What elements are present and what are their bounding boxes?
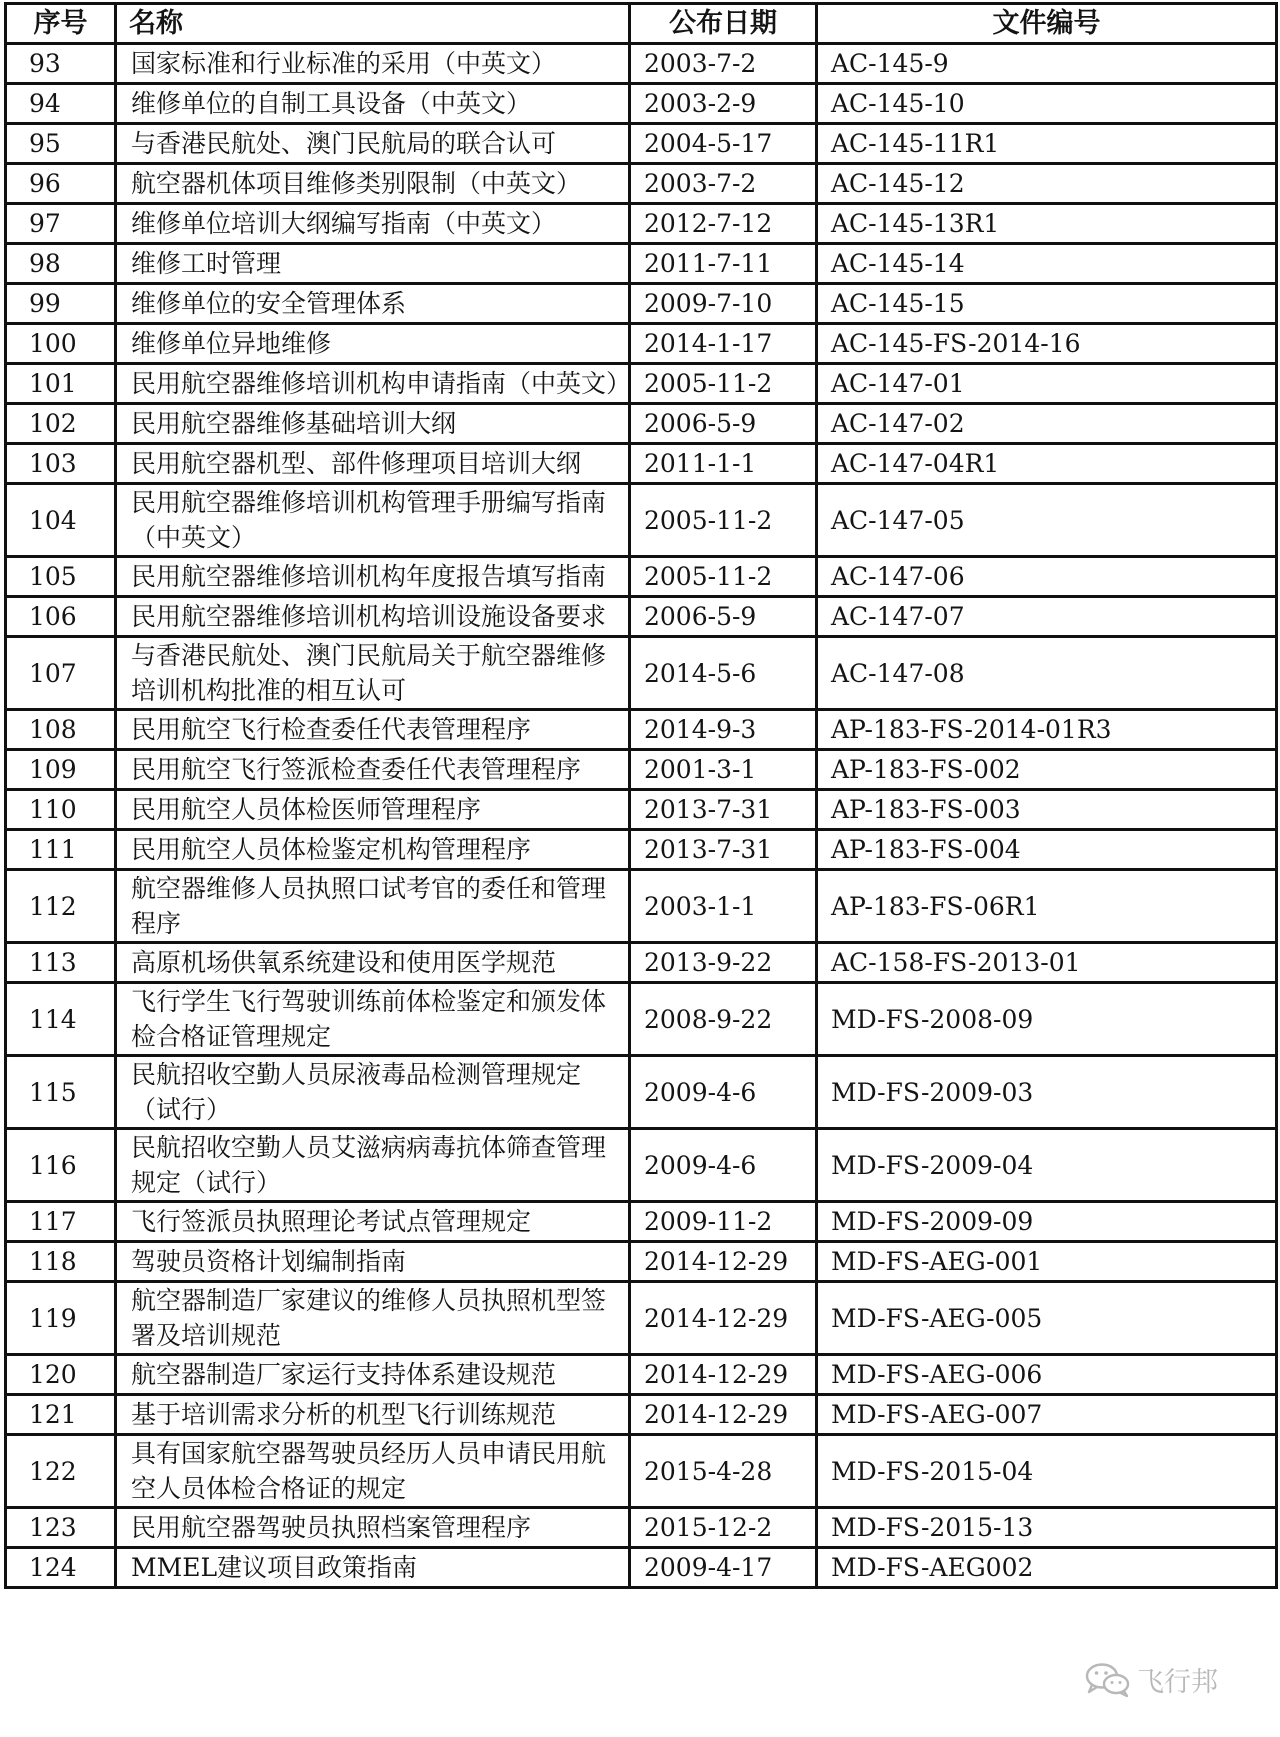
row-document-number: MD-FS-2009-09 bbox=[817, 1202, 1277, 1242]
row-document-name: 维修单位培训大纲编写指南（中英文） bbox=[116, 204, 630, 244]
row-serial-number: 96 bbox=[6, 164, 116, 204]
table-row bbox=[6, 204, 1277, 244]
table-row bbox=[6, 1548, 1277, 1588]
table-row bbox=[6, 1435, 1277, 1508]
row-document-name: 飞行签派员执照理论考试点管理规定 bbox=[116, 1202, 630, 1242]
row-serial-number: 106 bbox=[6, 597, 116, 637]
row-serial-number: 93 bbox=[6, 44, 116, 84]
row-document-name: 基于培训需求分析的机型飞行训练规范 bbox=[116, 1395, 630, 1435]
row-document-number: MD-FS-AEG-001 bbox=[817, 1242, 1277, 1282]
row-serial-number: 121 bbox=[6, 1395, 116, 1435]
row-document-name: 民用航空器维修培训机构年度报告填写指南 bbox=[116, 557, 630, 597]
table-row bbox=[6, 84, 1277, 124]
row-serial-number: 111 bbox=[6, 830, 116, 870]
row-serial-number: 112 bbox=[6, 870, 116, 943]
row-publish-date: 2015-12-2 bbox=[630, 1508, 817, 1548]
table-row bbox=[6, 244, 1277, 284]
row-serial-number: 97 bbox=[6, 204, 116, 244]
row-document-number: MD-FS-2015-13 bbox=[817, 1508, 1277, 1548]
row-publish-date: 2014-12-29 bbox=[630, 1395, 817, 1435]
row-document-name: 民用航空人员体检医师管理程序 bbox=[116, 790, 630, 830]
row-document-number: AC-145-12 bbox=[817, 164, 1277, 204]
row-serial-number: 104 bbox=[6, 484, 116, 557]
row-document-name: 民用航空器维修培训机构管理手册编写指南（中英文） bbox=[116, 484, 630, 557]
row-publish-date: 2013-7-31 bbox=[630, 830, 817, 870]
row-document-name: 高原机场供氧系统建设和使用医学规范 bbox=[116, 943, 630, 983]
row-document-number: AC-147-05 bbox=[817, 484, 1277, 557]
table-row bbox=[6, 870, 1277, 943]
row-serial-number: 103 bbox=[6, 444, 116, 484]
wechat-icon bbox=[1085, 1662, 1131, 1698]
row-serial-number: 99 bbox=[6, 284, 116, 324]
row-document-number: MD-FS-2009-04 bbox=[817, 1129, 1277, 1202]
table-row bbox=[6, 750, 1277, 790]
row-publish-date: 2011-1-1 bbox=[630, 444, 817, 484]
row-document-number: AC-145-FS-2014-16 bbox=[817, 324, 1277, 364]
row-publish-date: 2003-2-9 bbox=[630, 84, 817, 124]
row-serial-number: 115 bbox=[6, 1056, 116, 1129]
table-row bbox=[6, 790, 1277, 830]
row-publish-date: 2004-5-17 bbox=[630, 124, 817, 164]
table-row bbox=[6, 164, 1277, 204]
header-name: 名称 bbox=[116, 4, 630, 44]
table-row bbox=[6, 124, 1277, 164]
header-serial-number: 序号 bbox=[6, 4, 116, 44]
row-serial-number: 105 bbox=[6, 557, 116, 597]
table-row bbox=[6, 364, 1277, 404]
regulation-table bbox=[4, 2, 1278, 1589]
row-document-name: 国家标准和行业标准的采用（中英文） bbox=[116, 44, 630, 84]
row-document-number: MD-FS-2009-03 bbox=[817, 1056, 1277, 1129]
table-row bbox=[6, 484, 1277, 557]
row-document-number: AC-145-9 bbox=[817, 44, 1277, 84]
table-row bbox=[6, 710, 1277, 750]
row-document-number: MD-FS-AEG002 bbox=[817, 1548, 1277, 1588]
table-header-row bbox=[6, 4, 1277, 44]
row-publish-date: 2014-12-29 bbox=[630, 1242, 817, 1282]
row-document-number: AC-158-FS-2013-01 bbox=[817, 943, 1277, 983]
watermark bbox=[1085, 1660, 1218, 1699]
table-row bbox=[6, 284, 1277, 324]
table-row bbox=[6, 830, 1277, 870]
row-document-number: AP-183-FS-003 bbox=[817, 790, 1277, 830]
table-row bbox=[6, 597, 1277, 637]
row-publish-date: 2005-11-2 bbox=[630, 364, 817, 404]
table-row bbox=[6, 637, 1277, 710]
row-document-name: 民用航空器驾驶员执照档案管理程序 bbox=[116, 1508, 630, 1548]
row-document-number: MD-FS-AEG-007 bbox=[817, 1395, 1277, 1435]
row-serial-number: 102 bbox=[6, 404, 116, 444]
row-publish-date: 2014-12-29 bbox=[630, 1355, 817, 1395]
row-serial-number: 100 bbox=[6, 324, 116, 364]
row-document-number: MD-FS-AEG-005 bbox=[817, 1282, 1277, 1355]
table-row bbox=[6, 1282, 1277, 1355]
row-serial-number: 109 bbox=[6, 750, 116, 790]
row-document-name: 驾驶员资格计划编制指南 bbox=[116, 1242, 630, 1282]
row-document-name: 维修单位的安全管理体系 bbox=[116, 284, 630, 324]
row-publish-date: 2008-9-22 bbox=[630, 983, 817, 1056]
row-serial-number: 98 bbox=[6, 244, 116, 284]
row-publish-date: 2012-7-12 bbox=[630, 204, 817, 244]
table-row bbox=[6, 1395, 1277, 1435]
row-publish-date: 2014-9-3 bbox=[630, 710, 817, 750]
row-serial-number: 108 bbox=[6, 710, 116, 750]
table-row bbox=[6, 1202, 1277, 1242]
table-row bbox=[6, 1508, 1277, 1548]
row-publish-date: 2003-7-2 bbox=[630, 44, 817, 84]
row-document-number: AP-183-FS-06R1 bbox=[817, 870, 1277, 943]
row-publish-date: 2009-11-2 bbox=[630, 1202, 817, 1242]
row-serial-number: 107 bbox=[6, 637, 116, 710]
row-publish-date: 2009-4-6 bbox=[630, 1056, 817, 1129]
row-document-name: 民用航空器维修培训机构培训设施设备要求 bbox=[116, 597, 630, 637]
row-document-number: AP-183-FS-2014-01R3 bbox=[817, 710, 1277, 750]
row-document-name: 民用航空器机型、部件修理项目培训大纲 bbox=[116, 444, 630, 484]
row-publish-date: 2003-1-1 bbox=[630, 870, 817, 943]
row-publish-date: 2005-11-2 bbox=[630, 557, 817, 597]
row-document-name: 维修单位异地维修 bbox=[116, 324, 630, 364]
row-publish-date: 2013-7-31 bbox=[630, 790, 817, 830]
row-serial-number: 95 bbox=[6, 124, 116, 164]
row-serial-number: 94 bbox=[6, 84, 116, 124]
row-publish-date: 2014-12-29 bbox=[630, 1282, 817, 1355]
row-serial-number: 118 bbox=[6, 1242, 116, 1282]
row-document-name: 维修单位的自制工具设备（中英文） bbox=[116, 84, 630, 124]
table-row bbox=[6, 1056, 1277, 1129]
row-document-name: 民用航空飞行检查委任代表管理程序 bbox=[116, 710, 630, 750]
header-document-number: 文件编号 bbox=[817, 4, 1277, 44]
row-publish-date: 2014-1-17 bbox=[630, 324, 817, 364]
row-publish-date: 2001-3-1 bbox=[630, 750, 817, 790]
row-document-number: AP-183-FS-002 bbox=[817, 750, 1277, 790]
row-publish-date: 2009-7-10 bbox=[630, 284, 817, 324]
row-serial-number: 119 bbox=[6, 1282, 116, 1355]
row-publish-date: 2006-5-9 bbox=[630, 597, 817, 637]
row-publish-date: 2006-5-9 bbox=[630, 404, 817, 444]
row-publish-date: 2009-4-6 bbox=[630, 1129, 817, 1202]
row-document-number: AC-145-14 bbox=[817, 244, 1277, 284]
table-row bbox=[6, 943, 1277, 983]
row-publish-date: 2003-7-2 bbox=[630, 164, 817, 204]
row-serial-number: 117 bbox=[6, 1202, 116, 1242]
row-document-name: 具有国家航空器驾驶员经历人员申请民用航空人员体检合格证的规定 bbox=[116, 1435, 630, 1508]
row-document-name: 民航招收空勤人员艾滋病病毒抗体筛查管理规定（试行） bbox=[116, 1129, 630, 1202]
row-document-number: AC-147-08 bbox=[817, 637, 1277, 710]
row-document-name: 航空器制造厂家建议的维修人员执照机型签署及培训规范 bbox=[116, 1282, 630, 1355]
row-document-number: MD-FS-2015-04 bbox=[817, 1435, 1277, 1508]
row-document-number: AC-145-10 bbox=[817, 84, 1277, 124]
table-row bbox=[6, 1242, 1277, 1282]
row-serial-number: 114 bbox=[6, 983, 116, 1056]
row-document-number: AP-183-FS-004 bbox=[817, 830, 1277, 870]
table-row bbox=[6, 1129, 1277, 1202]
table-body bbox=[6, 44, 1277, 1588]
row-serial-number: 122 bbox=[6, 1435, 116, 1508]
row-document-number: AC-147-07 bbox=[817, 597, 1277, 637]
row-document-number: AC-147-04R1 bbox=[817, 444, 1277, 484]
row-document-name: 与香港民航处、澳门民航局关于航空器维修培训机构批准的相互认可 bbox=[116, 637, 630, 710]
row-document-name: 维修工时管理 bbox=[116, 244, 630, 284]
row-document-name: 民用航空器维修培训机构申请指南（中英文） bbox=[116, 364, 630, 404]
table-row bbox=[6, 1355, 1277, 1395]
row-document-name: 飞行学生飞行驾驶训练前体检鉴定和颁发体检合格证管理规定 bbox=[116, 983, 630, 1056]
row-serial-number: 116 bbox=[6, 1129, 116, 1202]
row-document-name: 民用航空飞行签派检查委任代表管理程序 bbox=[116, 750, 630, 790]
row-serial-number: 110 bbox=[6, 790, 116, 830]
row-document-name: 民用航空人员体检鉴定机构管理程序 bbox=[116, 830, 630, 870]
row-document-number: AC-147-02 bbox=[817, 404, 1277, 444]
table-row bbox=[6, 557, 1277, 597]
row-document-name: 航空器维修人员执照口试考官的委任和管理程序 bbox=[116, 870, 630, 943]
row-document-number: AC-145-11R1 bbox=[817, 124, 1277, 164]
row-serial-number: 113 bbox=[6, 943, 116, 983]
table-row bbox=[6, 324, 1277, 364]
row-document-number: MD-FS-AEG-006 bbox=[817, 1355, 1277, 1395]
row-serial-number: 101 bbox=[6, 364, 116, 404]
row-publish-date: 2009-4-17 bbox=[630, 1548, 817, 1588]
table-row bbox=[6, 44, 1277, 84]
row-document-name: 民航招收空勤人员尿液毒品检测管理规定（试行） bbox=[116, 1056, 630, 1129]
table-row bbox=[6, 983, 1277, 1056]
row-serial-number: 123 bbox=[6, 1508, 116, 1548]
row-document-number: MD-FS-2008-09 bbox=[817, 983, 1277, 1056]
row-publish-date: 2014-5-6 bbox=[630, 637, 817, 710]
row-document-name: MMEL建议项目政策指南 bbox=[116, 1548, 630, 1588]
watermark-text: 飞行邦 bbox=[1137, 1667, 1218, 1698]
table-row bbox=[6, 444, 1277, 484]
header-publish-date: 公布日期 bbox=[630, 4, 817, 44]
row-publish-date: 2011-7-11 bbox=[630, 244, 817, 284]
row-document-number: AC-145-13R1 bbox=[817, 204, 1277, 244]
row-publish-date: 2013-9-22 bbox=[630, 943, 817, 983]
row-publish-date: 2015-4-28 bbox=[630, 1435, 817, 1508]
row-document-name: 与香港民航处、澳门民航局的联合认可 bbox=[116, 124, 630, 164]
row-serial-number: 120 bbox=[6, 1355, 116, 1395]
table-row bbox=[6, 404, 1277, 444]
row-document-name: 航空器制造厂家运行支持体系建设规范 bbox=[116, 1355, 630, 1395]
row-serial-number: 124 bbox=[6, 1548, 116, 1588]
row-document-number: AC-147-06 bbox=[817, 557, 1277, 597]
row-document-number: AC-145-15 bbox=[817, 284, 1277, 324]
row-document-number: AC-147-01 bbox=[817, 364, 1277, 404]
row-publish-date: 2005-11-2 bbox=[630, 484, 817, 557]
row-document-name: 民用航空器维修基础培训大纲 bbox=[116, 404, 630, 444]
row-document-name: 航空器机体项目维修类别限制（中英文） bbox=[116, 164, 630, 204]
